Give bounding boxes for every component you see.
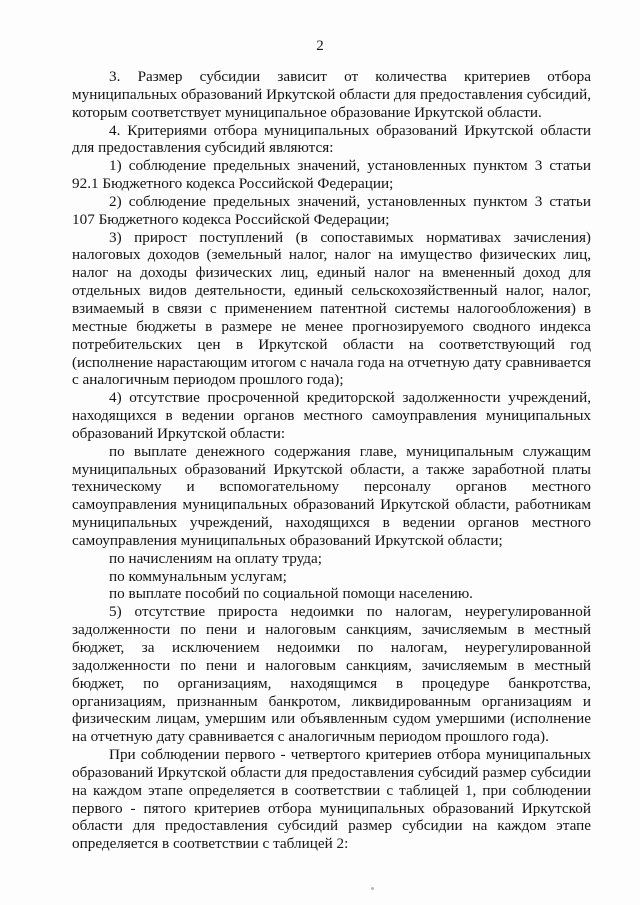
criterion-4-payroll-charges-item: по начислениям на оплату труда; — [109, 549, 322, 567]
criterion-5: 5) отсутствие прироста недоимки по налогам, неурегулированной задолженности по пени и налоговым санкциям, зачисляемым в местный бюджет, за исключением недоимки по налогам, неурегулированной задолженности по пени и налоговым санкциям, зачисляемым в местный бюджет, по организациям, находящимся в процедуре банкротства, организациям, признанным банкротом, ликвидированным организациям и физическим лицам, умершим или объявленным судом умершими (исполнение на отчетную дату сравнивается с аналогичным периодом прошлого года). — [72, 603, 591, 746]
paragraph-3-subsidy-size: 3. Размер субсидии зависит от количества критериев отбора муниципальных образований Иркутской области для предоставления субсидий, которым соответствует муниципальное образование Иркутской области. — [72, 68, 591, 121]
paragraph-table-reference: При соблюдении первого - четвертого критериев отбора муниципальных образований Иркутской области для предоставления субсидий размер субсидии на каждом этапе определяется в соответствии с таблицей 1, при соблюдении первого - пятого критериев отбора муниципальных образований Иркутской области для предоставления субсидий размер субсидии на каждом этапе определяется в соответствии с таблицей 2: — [72, 746, 591, 853]
criterion-4-salary-item: по выплате денежного содержания главе, муниципальным служащим муниципальных образований Иркутской области, а также заработной платы техническому и вспомогательному персоналу органов местного самоуправления муниципальных образований Иркутской области, работникам муниципальных учреждений, находящихся в ведении органов местного самоуправления муниципальных образований Иркутской области; — [72, 442, 591, 549]
paragraph-4-criteria-intro: 4. Критериями отбора муниципальных образований Иркутской области для предоставления субсидий являются: — [72, 121, 591, 157]
document-body — [72, 68, 591, 853]
scan-speck — [371, 887, 374, 890]
page-number: 2 — [316, 38, 324, 54]
criterion-4-social-benefits-item: по выплате пособий по социальной помощи населению. — [109, 585, 473, 603]
criterion-3: 3) прирост поступлений (в сопоставимых нормативах зачисления) налоговых доходов (земельный налог, налог на имущество физических лиц, налог на доходы физических лиц, единый налог на вмененный доход для отдельных видов деятельности, единый сельскохозяйственный налог, налог, взимаемый в связи с применением патентной системы налогообложения) в местные бюджеты в размере не менее прогнозируемого сводного индекса потребительских цен в Иркутской области на соответствующий год (исполнение нарастающим итогом с начала года на отчетную дату сравнивается с аналогичным периодом прошлого года); — [72, 228, 591, 389]
criterion-2: 2) соблюдение предельных значений, установленных пунктом 3 статьи 107 Бюджетного кодекса Российской Федерации; — [72, 192, 591, 228]
criterion-4: 4) отсутствие просроченной кредиторской задолженности учреждений, находящихся в ведении органов местного самоуправления муниципальных образований Иркутской области: — [72, 389, 591, 442]
criterion-1: 1) соблюдение предельных значений, установленных пунктом 3 статьи 92.1 Бюджетного кодекса Российской Федерации; — [72, 157, 591, 193]
criterion-4-utilities-item: по коммунальным услугам; — [109, 567, 287, 585]
